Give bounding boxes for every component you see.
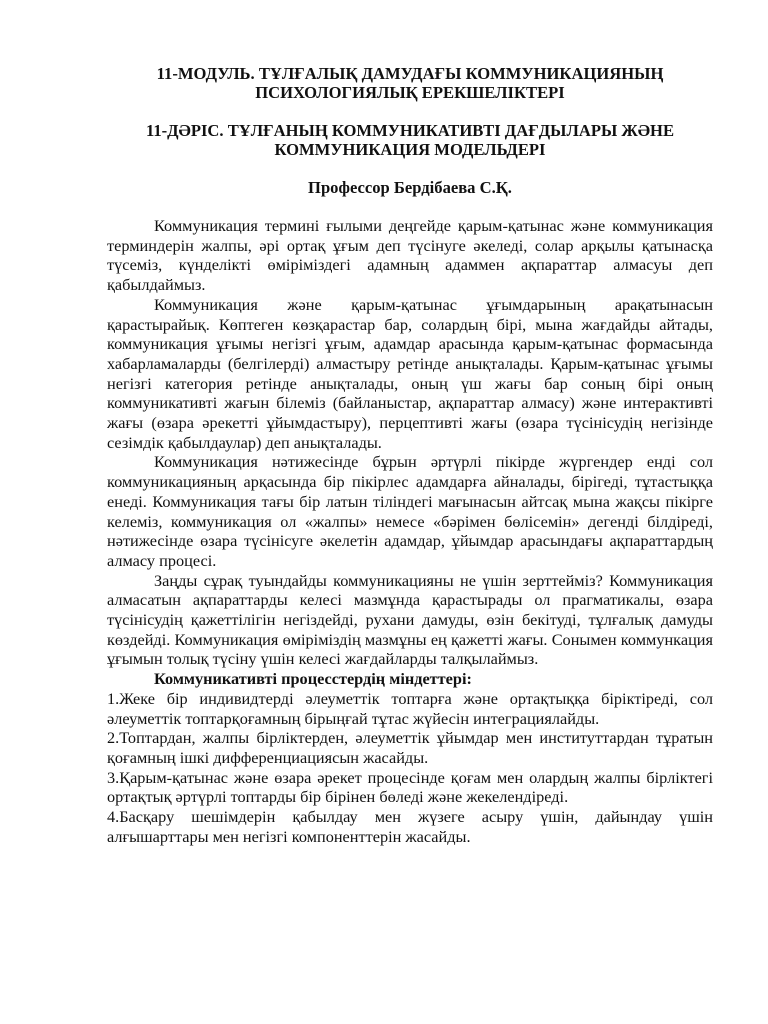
document-page [107, 64, 713, 847]
lecture-title-line1: 11-ДӘРІС. ТҰЛҒАНЫҢ КОММУНИКАТИВТІ ДАҒДЫЛАРЫ ЖӘНЕ [145, 121, 675, 140]
module-title-line1: 11-МОДУЛЬ. ТҰЛҒАЛЫҚ ДАМУДАҒЫ КОММУНИКАЦИЯНЫҢ [156, 64, 664, 83]
task-item: 1.Жеке бір индивидтерді әлеуметтік топтарға және ортақтыққа біріктіреді, сол әлеуметтік топтарқоғамның бірыңғай тұтас жүйесін интеграциялайды. [107, 688, 713, 728]
tasks-heading: Коммуникативті процесстердің міндеттері: [154, 669, 472, 689]
paragraph: Коммуникация нәтижесінде бұрын әртүрлі пікірде жүргендер енді сол коммуникацияның арқасында бір пікірлес адамдарға айналады, бірігеді, тұтастыққа енеді. Коммуникация тағы бір латын тіліндегі мағынасын айтсақ мына жақсы пікірге келеміз, коммуникация ол «жалпы» немесе «бәрімен бөлісемін» дегенді білдіреді, нәтижесінде өзара түсінісуге әкелетін адамдар, ұйымдар арасындағы ақпараттардың алмасу процесі. [107, 452, 713, 570]
paragraph: Коммуникация термині ғылыми деңгейде қарым-қатынас және коммуникация терминдерін жалпы, әрі ортақ ұғым деп түсінуге әкеледі, солар арқылы қатынасқа түсеміз, күнделікті өміріміздегі адамның адаммен ақпараттар алмасуы деп қабылдаймыз. [107, 216, 713, 295]
author-line: Профессор Бердібаева С.Қ. [308, 178, 512, 197]
paragraph: Заңды сұрақ туындайды коммуникацияны не үшін зерттейміз? Коммуникация алмасатын ақпараттарды келесі мазмұнда қарастырады ол прагматикалы, өзара түсінісудің қажеттілігін негіздейді, рухани дамуды, өзін бекітуді, тұлғалық дамуды көздейді. Коммуникация өміріміздің мазмұны ең қажетті жағы. Сонымен коммункация ұғымын толық түсіну үшін келесі жағдайларды талқылаймыз. [107, 570, 713, 669]
lecture-title-line2: КОММУНИКАЦИЯ МОДЕЛЬДЕРІ [274, 140, 546, 159]
task-item: 3.Қарым-қатынас және өзара әрекет процесінде қоғам мен олардың жалпы бірліктегі ортақтық әртүрлі топтарды бір бірінен бөледі және жекелендіреді. [107, 767, 713, 807]
task-item: 4.Басқару шешімдерін қабылдау мен жүзеге асыру үшін, дайындау үшін алғышарттары мен негізгі компоненттерін жасайды. [107, 807, 713, 846]
paragraph: Коммуникация және қарым-қатынас ұғымдарының арақатынасын қарастырайық. Көптеген көзқарастар бар, солардың бірі, мына жағдайды айтады, коммуникация ұғымы негізгі ұғым, адамдар арасында қарым-қатынас формасында хабарламаларды (белгілерді) алмастыру ретінде анықталады. Қарым-қатынас ұғымы негізгі категория ретінде анықталады, оның үш жағы бар соның бірі оның коммуникативті жағын білеміз (байланыстар, ақпараттар алмасу) және интерактивті жағы (өзара әрекетті ұйымдастыру), перцептивті жағы (өзара түсінісудің негізінде сезімдік қабылдаулар) деп анықталады. [107, 294, 713, 452]
module-title-line2: ПСИХОЛОГИЯЛЫҚ ЕРЕКШЕЛІКТЕРІ [255, 83, 565, 102]
task-item: 2.Топтардан, жалпы бірліктерден, әлеуметтік ұйымдар мен институттардан тұратын қоғамның ішкі дифференциациясын жасайды. [107, 728, 713, 767]
